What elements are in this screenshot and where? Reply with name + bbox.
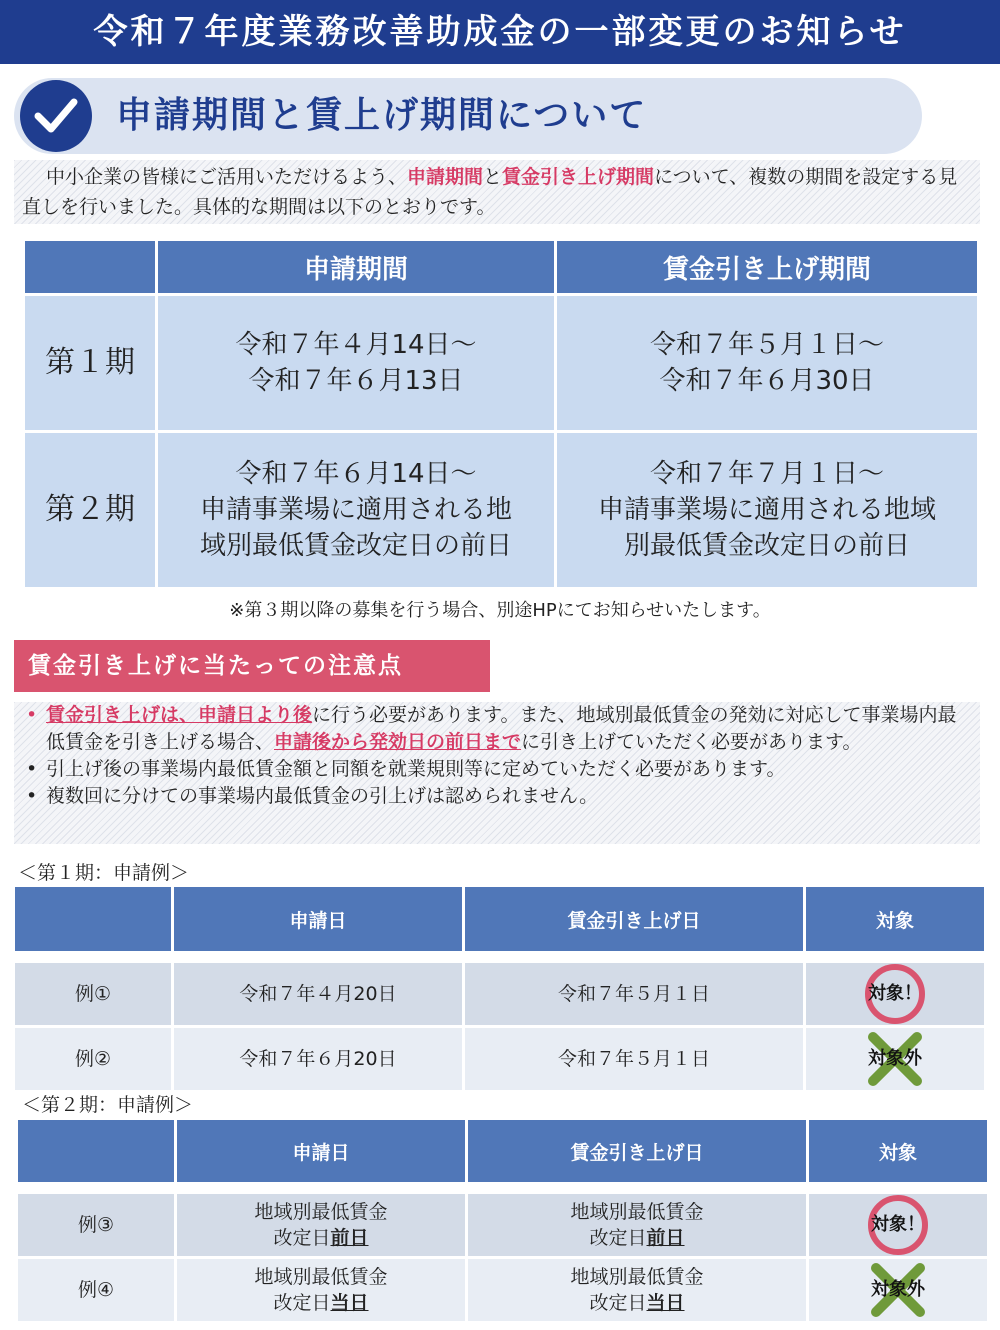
section-title: 申請期間と賃上げ期間について bbox=[116, 95, 648, 136]
ex1-row1-label: 例① bbox=[15, 963, 171, 1025]
ex2-row2-raise: 地域別最低賃金 改定日当日 bbox=[468, 1259, 806, 1321]
cross-mark-icon: 対象外 bbox=[863, 1260, 933, 1320]
ex1-header-apply: 申請日 bbox=[174, 887, 462, 951]
row-label-period-1: 第１期 bbox=[25, 296, 155, 430]
example2-label: ＜第２期：申請例＞ bbox=[22, 1094, 194, 1116]
ex1-corner bbox=[15, 887, 171, 951]
page-banner: 令和７年度業務改善助成金の一部変更のお知らせ bbox=[0, 0, 1000, 64]
ex1-row1-apply: 令和７年４月20日 bbox=[174, 963, 462, 1025]
check-icon bbox=[20, 80, 92, 152]
ex2-row1-apply: 地域別最低賃金 改定日前日 bbox=[177, 1194, 465, 1256]
ex1-header-raise: 賃金引き上げ日 bbox=[465, 887, 803, 951]
period-2-apply: 令和７年６月14日～ 申請事業場に適用される地 域別最低賃金改定日の前日 bbox=[158, 433, 554, 587]
caution-title: 賃金引き上げに当たっての注意点 bbox=[14, 640, 490, 692]
intro-paragraph: 中小企業の皆様にご活用いただけるよう、申請期間と賃金引き上げ期間について、複数の期間を設定する見直しを行いました。具体的な期間は以下のとおりです。 bbox=[14, 160, 980, 224]
ex2-row1-raise: 地域別最低賃金 改定日前日 bbox=[468, 1194, 806, 1256]
header-raise-period: 賃金引き上げ期間 bbox=[557, 241, 977, 293]
example1-label: ＜第１期：申請例＞ bbox=[18, 862, 190, 884]
ex2-row2-apply: 地域別最低賃金 改定日当日 bbox=[177, 1259, 465, 1321]
ex2-row2-result bbox=[809, 1259, 987, 1321]
period-1-raise: 令和７年５月１日～ 令和７年６月30日 bbox=[557, 296, 977, 430]
ex1-row1-result bbox=[806, 963, 984, 1025]
period-table-corner bbox=[25, 241, 155, 293]
caution-item-3: • 複数回に分けての事業場内最低賃金の引上げは認められません。 bbox=[22, 783, 972, 810]
header-apply-period: 申請期間 bbox=[158, 241, 554, 293]
ex2-header-raise: 賃金引き上げ日 bbox=[468, 1120, 806, 1182]
ex1-row2-result bbox=[806, 1028, 984, 1090]
ex1-header-target: 対象 bbox=[806, 887, 984, 951]
circle-mark-icon: 対象！ bbox=[865, 964, 925, 1024]
ex2-row1-label: 例③ bbox=[18, 1194, 174, 1256]
ex2-header-apply: 申請日 bbox=[177, 1120, 465, 1182]
caution-item-2: • 引上げ後の事業場内最低賃金額と同額を就業規則等に定めていただく必要があります。 bbox=[22, 756, 972, 783]
row-label-period-2: 第２期 bbox=[25, 433, 155, 587]
example1-table bbox=[12, 884, 987, 1093]
ex2-row1-result bbox=[809, 1194, 987, 1256]
ex2-header-target: 対象 bbox=[809, 1120, 987, 1182]
circle-mark-icon: 対象！ bbox=[868, 1195, 928, 1255]
period-1-apply: 令和７年４月14日～ 令和７年６月13日 bbox=[158, 296, 554, 430]
period-note: ※第３期以降の募集を行う場合、別途HPにてお知らせいたします。 bbox=[229, 600, 771, 621]
ex1-row2-raise: 令和７年５月１日 bbox=[465, 1028, 803, 1090]
ex1-row2-label: 例② bbox=[15, 1028, 171, 1090]
cross-mark-icon: 対象外 bbox=[860, 1029, 930, 1089]
period-2-raise: 令和７年７月１日～ 申請事業場に適用される地域 別最低賃金改定日の前日 bbox=[557, 433, 977, 587]
caution-item-1: • 賃金引き上げは、申請日より後に行う必要があります。また、地域別最低賃金の発効に対応して事業場内最低賃金を引き上げる場合、申請後から発効日の前日までに引き上げていただく必要があります。 bbox=[22, 702, 972, 756]
ex2-corner bbox=[18, 1120, 174, 1182]
example2-table bbox=[15, 1117, 990, 1324]
period-table bbox=[22, 238, 980, 590]
ex1-row1-raise: 令和７年５月１日 bbox=[465, 963, 803, 1025]
ex2-row2-label: 例④ bbox=[18, 1259, 174, 1321]
caution-list bbox=[14, 702, 980, 844]
ex1-row2-apply: 令和７年６月20日 bbox=[174, 1028, 462, 1090]
